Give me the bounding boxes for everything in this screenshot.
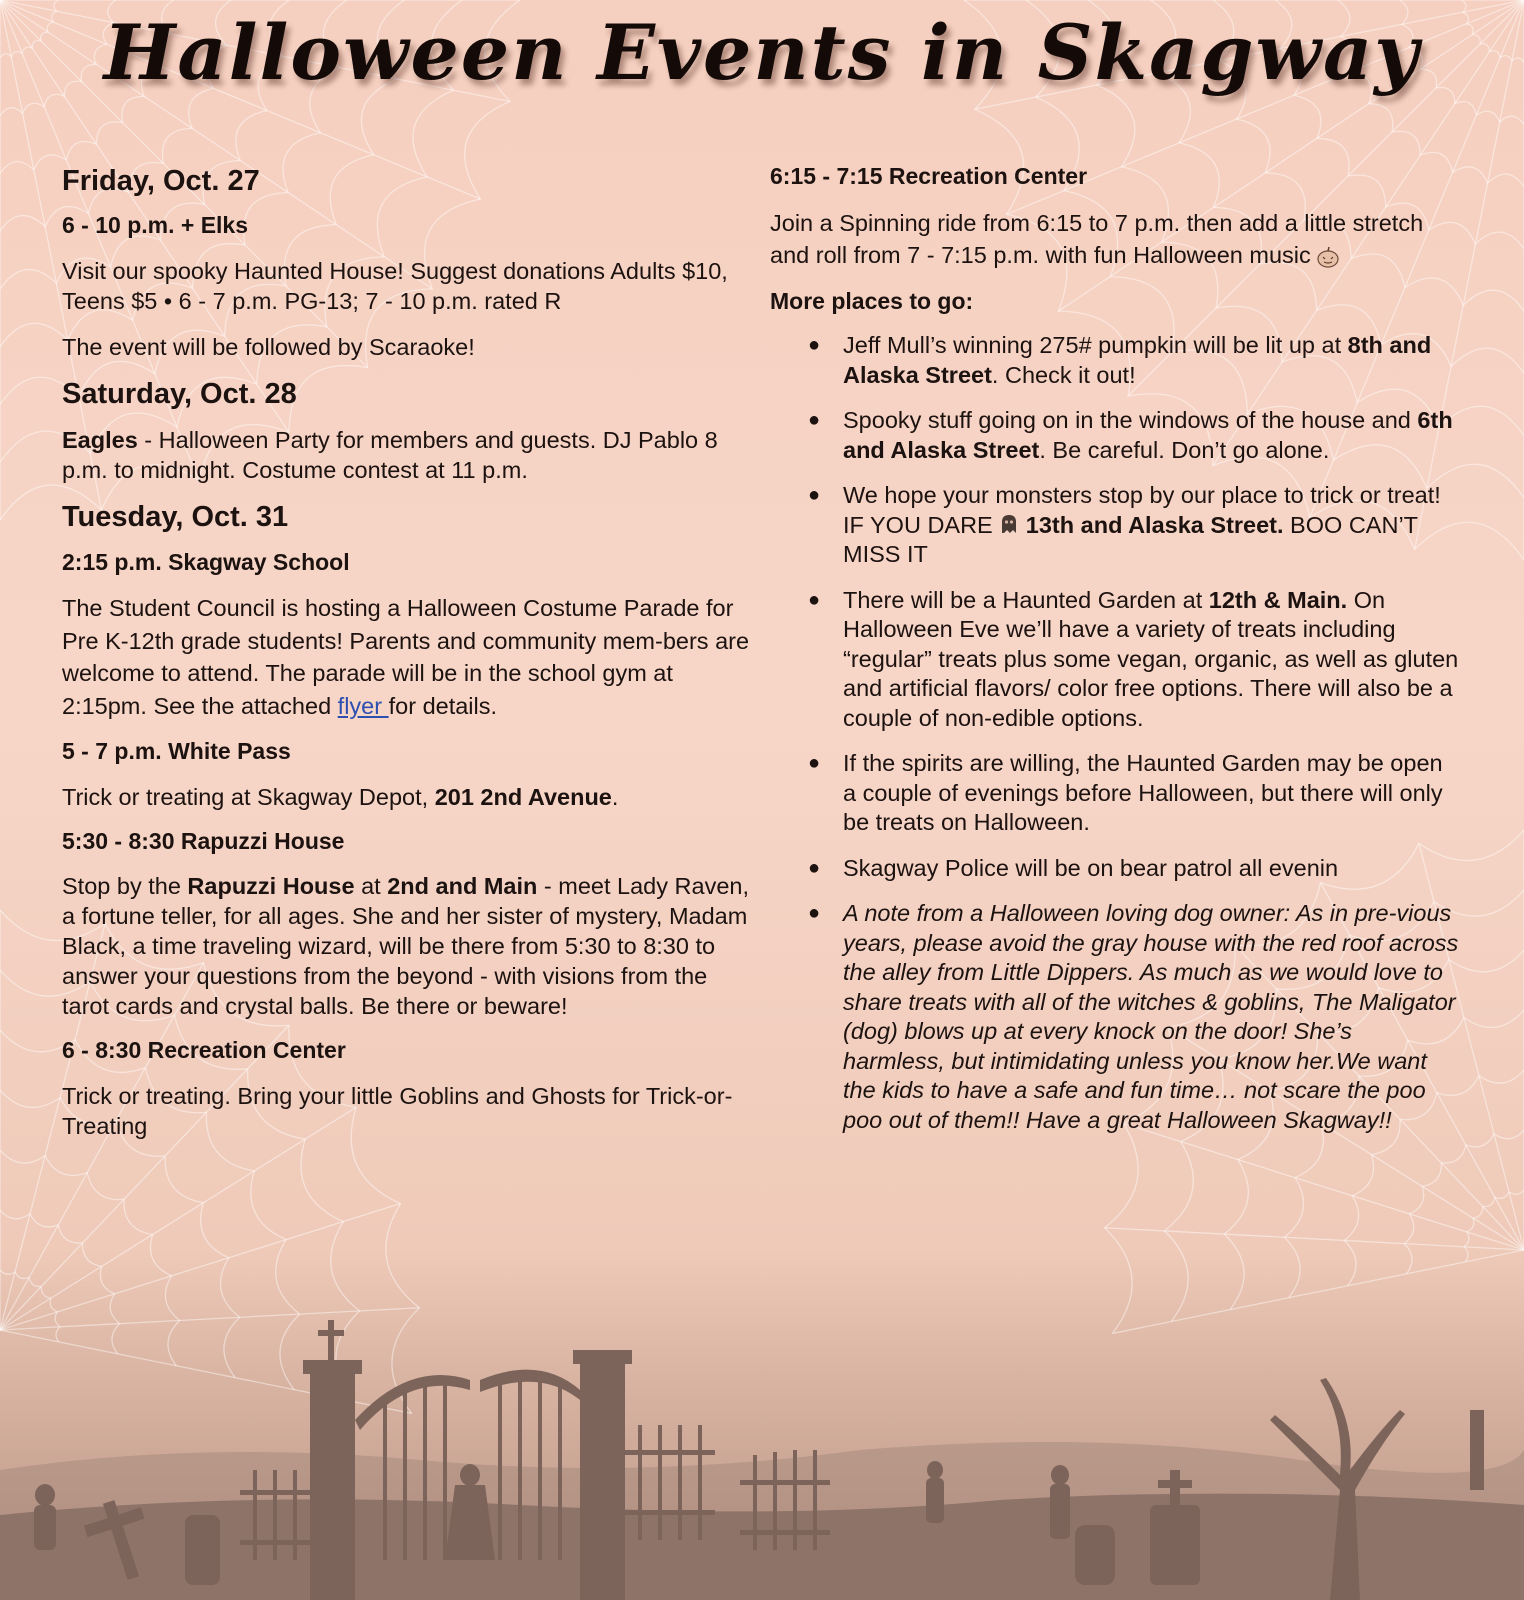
page-title: Halloween Events in Skagway xyxy=(103,8,1421,97)
list-item xyxy=(770,586,1460,734)
bullet: ● xyxy=(808,856,821,879)
bullet: ● xyxy=(808,752,821,775)
item-text: Jeff Mull’s winning 275# pumpkin will be lit up at xyxy=(843,332,1348,359)
event-title-school: 2:15 p.m. Skagway School xyxy=(62,548,350,575)
item-address: 12th & Main. xyxy=(1208,586,1348,613)
event-detail-white-pass-end: . xyxy=(611,783,619,810)
event-text-elks: Visit our spooky Haunted House! Suggest donations Adults $10, Teens $5 • 6 - 7 p.m. PG-13; 7 - 10 p.m. rated R xyxy=(62,257,728,314)
item-text: A note from a Halloween loving dog owner: As in pre-vious years, please avoid the gray house with the red roof across the alley from Little Dippers. As much as we would love to share treats with all of the witches & goblins, The Maligator (dog) blows up at every knock on the door! She’s harmless, but intimidating unless you know her.We want the kids to have a safe and fun time… not scare the poo poo out of them!! Have a great Halloween Skagway!! xyxy=(843,900,1459,1133)
bullet: ● xyxy=(808,334,821,357)
event-text-school xyxy=(62,592,752,722)
item-text: If the spirits are willing, the Haunted Garden may be open a couple of evenings before Halloween, but there will only be treats on Halloween. xyxy=(843,750,1443,836)
event-detail-rapuzzi-a: Stop by the xyxy=(62,873,188,900)
bullet: ● xyxy=(808,902,821,925)
event-text-rapuzzi xyxy=(62,871,752,1021)
item-text-end: On Halloween Eve we’ll have a variety of treats including “regular” treats plus some vegan, organic, as well as gluten and artificial flavors/ color free options. There will also be a couple of non-edible options. xyxy=(843,586,1459,731)
item-text: Spooky stuff going on in the windows of the house and xyxy=(843,407,1418,434)
list-item xyxy=(770,481,1460,570)
event-text-rec-center-spin xyxy=(770,207,1460,272)
item-text-end: . Check it out! xyxy=(991,361,1136,388)
event-detail-school: The Student Council is hosting a Halloween Costume Parade for Pre K-12th grade students! Parents and community mem-bers are welcome to attend. The parade will be in the school gym at 2:15pm. See the attached xyxy=(62,595,750,719)
list-item xyxy=(770,331,1460,390)
bullet: ● xyxy=(808,588,821,611)
graveyard-silhouette xyxy=(0,1300,1524,1600)
event-title-rec-center-treats: 6 - 8:30 Recreation Center xyxy=(62,1037,346,1064)
event-detail-eagles: - Halloween Party for members and guests. DJ Pablo 8 p.m. to midnight. Costume contest at 11 p.m. xyxy=(62,427,718,484)
bullet: ● xyxy=(808,409,821,432)
list-item xyxy=(770,749,1460,838)
day-heading-friday: Friday, Oct. 27 xyxy=(62,165,260,197)
event-detail-white-pass: Trick or treating at Skagway Depot, xyxy=(62,783,435,810)
event-text-white-pass xyxy=(62,782,752,812)
right-column xyxy=(770,163,1460,1151)
item-address: 6th and Alaska Street xyxy=(843,407,1453,463)
item-text: There will be a Haunted Garden at xyxy=(843,586,1209,613)
more-places-heading: More places to go: xyxy=(770,287,974,314)
event-title-elks: 6 - 10 p.m. + Elks xyxy=(62,212,249,239)
list-item xyxy=(770,406,1460,465)
event-detail-rapuzzi-b: at xyxy=(354,873,388,900)
pumpkin-icon xyxy=(1317,246,1339,268)
more-places-list xyxy=(770,331,1460,1135)
list-item xyxy=(770,899,1460,1135)
event-detail-school-end: for details. xyxy=(388,692,498,719)
list-item xyxy=(770,854,1460,884)
item-text: We hope your monsters stop by our place to trick or treat! IF YOU DARE xyxy=(843,482,1441,538)
event-title-rapuzzi: 5:30 - 8:30 Rapuzzi House xyxy=(62,827,345,854)
event-text-rec-center-treats: Trick or treating. Bring your little Goblins and Ghosts for Trick-or-Treating xyxy=(62,1083,733,1139)
event-text-eagles xyxy=(62,425,752,485)
bullet: ● xyxy=(808,484,821,507)
event-host-eagles: Eagles xyxy=(62,427,138,454)
item-text-end: BOO CAN’T MISS IT xyxy=(843,511,1418,568)
flyer-link[interactable]: flyer xyxy=(337,692,389,719)
item-address: 8th and Alaska Street xyxy=(843,332,1432,388)
event-title-white-pass: 5 - 7 p.m. White Pass xyxy=(62,738,291,765)
item-text: Skagway Police will be on bear patrol all evenin xyxy=(843,854,1339,881)
event-text-scaraoke: The event will be followed by Scaraoke! xyxy=(62,333,475,360)
ghost-icon xyxy=(999,513,1019,535)
item-text-end: . Be careful. Don’t go alone. xyxy=(1039,436,1330,463)
day-heading-tuesday: Tuesday, Oct. 31 xyxy=(62,501,289,534)
day-heading-saturday: Saturday, Oct. 28 xyxy=(62,377,297,410)
event-address-rapuzzi: 2nd and Main xyxy=(387,873,538,900)
left-column xyxy=(62,165,752,1157)
item-address: 13th and Alaska Street. xyxy=(1025,511,1284,538)
event-detail-rapuzzi-c: - meet Lady Raven, a fortune teller, for all ages. She and her sister of mystery, Madam Black, a time traveling wizard, will be there from 5:30 to 8:30 to answer your questions from the beyond - with visions from the tarot cards and crystal balls. Be there or beware! xyxy=(62,873,749,1020)
event-detail-spin: Join a Spinning ride from 6:15 to 7 p.m. then add a little stretch and roll from 7 - 7:15 p.m. with fun Halloween music xyxy=(770,209,1424,269)
event-address-white-pass: 201 2nd Avenue xyxy=(434,783,612,810)
event-title-rec-center-spin: 6:15 - 7:15 Recreation Center xyxy=(770,163,1088,189)
event-place-rapuzzi: Rapuzzi House xyxy=(187,873,355,900)
